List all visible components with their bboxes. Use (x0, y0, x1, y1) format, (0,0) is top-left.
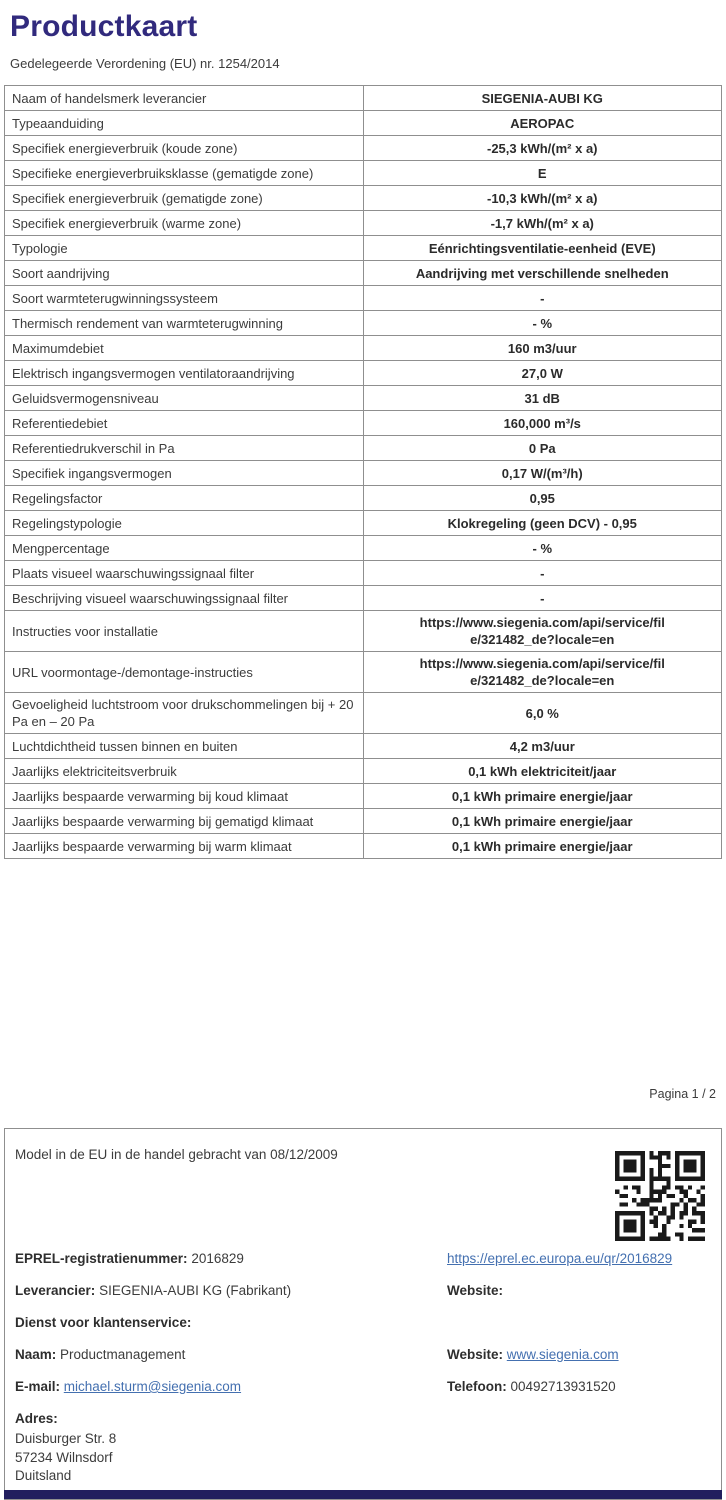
qr-code-icon (615, 1151, 705, 1241)
page-title: Productkaart (10, 10, 198, 43)
product-table-body (5, 86, 722, 859)
table-row (5, 611, 722, 652)
row-value: 0,1 kWh primaire energie/jaar (363, 784, 722, 809)
table-row (5, 652, 722, 693)
row-label: Specifieke energieverbruiksklasse (gematigde zone) (5, 161, 364, 186)
market-date-text: Model in de EU in de handel gebracht van 08/12/2009 (15, 1147, 338, 1162)
telefoon-value: 00492713931520 (510, 1379, 616, 1394)
table-row (5, 111, 722, 136)
table-row (5, 461, 722, 486)
naam-label: Naam: (15, 1347, 57, 1362)
service-row (15, 1313, 711, 1332)
email-row (15, 1377, 711, 1396)
adres-block (15, 1430, 711, 1486)
row-label: Specifiek ingangsvermogen (5, 461, 364, 486)
footer-top (15, 1141, 711, 1249)
row-label: Plaats visueel waarschuwingssignaal filter (5, 561, 364, 586)
row-label: Soort warmteterugwinningssysteem (5, 286, 364, 311)
doc-header (4, 8, 722, 85)
row-label: Instructies voor installatie (5, 611, 364, 652)
table-row (5, 386, 722, 411)
table-row (5, 536, 722, 561)
table-row (5, 261, 722, 286)
table-row (5, 336, 722, 361)
row-label: Jaarlijks bespaarde verwarming bij gematigd klimaat (5, 809, 364, 834)
row-label: Jaarlijks bespaarde verwarming bij koud klimaat (5, 784, 364, 809)
row-label: Soort aandrijving (5, 261, 364, 286)
row-label: Jaarlijks bespaarde verwarming bij warm klimaat (5, 834, 364, 859)
row-value: 31 dB (363, 386, 722, 411)
table-row (5, 511, 722, 536)
table-row (5, 86, 722, 111)
row-label: Elektrisch ingangsvermogen ventilatoraandrijving (5, 361, 364, 386)
naam-value: Productmanagement (60, 1347, 186, 1362)
row-label: Regelingstypologie (5, 511, 364, 536)
eprel-label: EPREL-registratienummer: (15, 1251, 188, 1266)
table-row (5, 161, 722, 186)
table-row (5, 436, 722, 461)
row-value: Aandrijving met verschillende snelheden (363, 261, 722, 286)
row-value: 0,1 kWh primaire energie/jaar (363, 834, 722, 859)
adres-label-row (15, 1409, 711, 1428)
row-value: 160 m3/uur (363, 336, 722, 361)
table-row (5, 311, 722, 336)
row-label: Referentiedrukverschil in Pa (5, 436, 364, 461)
table-row (5, 486, 722, 511)
table-row (5, 361, 722, 386)
row-value: https://www.siegenia.com/api/service/file/321482_de?locale=en (363, 652, 722, 693)
table-row (5, 411, 722, 436)
table-row (5, 734, 722, 759)
naam-row (15, 1345, 711, 1364)
row-label: Specifiek energieverbruik (gematigde zone) (5, 186, 364, 211)
leverancier-value: SIEGENIA-AUBI KG (Fabrikant) (99, 1283, 292, 1298)
page-subtitle: Gedelegeerde Verordening (EU) nr. 1254/2014 (10, 56, 280, 71)
row-label: Mengpercentage (5, 536, 364, 561)
row-value: 0,95 (363, 486, 722, 511)
row-value: - (363, 586, 722, 611)
website2-label: Website: (447, 1347, 504, 1362)
row-label: Regelingsfactor (5, 486, 364, 511)
table-row (5, 586, 722, 611)
row-value: Eénrichtingsventilatie-eenheid (EVE) (363, 236, 722, 261)
row-value: 6,0 % (363, 693, 722, 734)
table-row (5, 286, 722, 311)
row-value: -10,3 kWh/(m² x a) (363, 186, 722, 211)
adres-line-2: 57234 Wilnsdorf (15, 1449, 113, 1465)
email-link[interactable]: michael.sturm@siegenia.com (63, 1379, 242, 1394)
adres-label: Adres: (15, 1411, 58, 1426)
row-value: 0,1 kWh elektriciteit/jaar (363, 759, 722, 784)
eprel-value: 2016829 (191, 1251, 244, 1266)
service-label: Dienst voor klantenservice: (15, 1315, 192, 1330)
row-label: Naam of handelsmerk leverancier (5, 86, 364, 111)
row-value: https://www.siegenia.com/api/service/file/321482_de?locale=en (363, 611, 722, 652)
row-value: - (363, 561, 722, 586)
row-value: SIEGENIA-AUBI KG (363, 86, 722, 111)
row-value: 160,000 m³/s (363, 411, 722, 436)
row-label: Typeaanduiding (5, 111, 364, 136)
bottom-accent-bar (4, 1490, 722, 1499)
table-row (5, 759, 722, 784)
row-label: Specifiek energieverbruik (warme zone) (5, 211, 364, 236)
row-label: Referentiedebiet (5, 411, 364, 436)
row-value: 4,2 m3/uur (363, 734, 722, 759)
row-value: 0,1 kWh primaire energie/jaar (363, 809, 722, 834)
eprel-link[interactable]: https://eprel.ec.europa.eu/qr/2016829 (447, 1251, 673, 1266)
table-row (5, 211, 722, 236)
row-value: - % (363, 311, 722, 336)
row-label: Maximumdebiet (5, 336, 364, 361)
adres-line-1: Duisburger Str. 8 (15, 1431, 117, 1446)
website2-link[interactable]: www.siegenia.com (506, 1347, 619, 1362)
page-indicator: Pagina 1 / 2 (649, 1087, 716, 1101)
row-label: Typologie (5, 236, 364, 261)
row-value: 27,0 W (363, 361, 722, 386)
eprel-row (15, 1249, 711, 1268)
row-label: Specifiek energieverbruik (koude zone) (5, 136, 364, 161)
table-row (5, 136, 722, 161)
table-row (5, 561, 722, 586)
row-label: Jaarlijks elektriciteitsverbruik (5, 759, 364, 784)
table-row (5, 834, 722, 859)
product-table (4, 85, 722, 859)
row-value: -1,7 kWh/(m² x a) (363, 211, 722, 236)
adres-line-3: Duitsland (15, 1468, 72, 1483)
row-label: Luchtdichtheid tussen binnen en buiten (5, 734, 364, 759)
row-value: AEROPAC (363, 111, 722, 136)
website-label: Website: (447, 1283, 504, 1298)
row-value: 0,17 W/(m³/h) (363, 461, 722, 486)
leverancier-row (15, 1281, 711, 1300)
row-value: - (363, 286, 722, 311)
telefoon-label: Telefoon: (447, 1379, 507, 1394)
row-label: Gevoeligheid luchtstroom voor drukschommelingen bij + 20 Pa en – 20 Pa (5, 693, 364, 734)
email-label: E-mail: (15, 1379, 61, 1394)
row-value: - % (363, 536, 722, 561)
leverancier-label: Leverancier: (15, 1283, 96, 1298)
table-row (5, 809, 722, 834)
row-label: Beschrijving visueel waarschuwingssignaal filter (5, 586, 364, 611)
table-row (5, 693, 722, 734)
table-row (5, 186, 722, 211)
row-label: URL voormontage-/demontage-instructies (5, 652, 364, 693)
table-row (5, 236, 722, 261)
table-row (5, 784, 722, 809)
row-value: E (363, 161, 722, 186)
row-label: Geluidsvermogensniveau (5, 386, 364, 411)
footer-box (4, 1128, 722, 1500)
row-label: Thermisch rendement van warmteterugwinning (5, 311, 364, 336)
row-value: -25,3 kWh/(m² x a) (363, 136, 722, 161)
row-value: Klokregeling (geen DCV) - 0,95 (363, 511, 722, 536)
row-value: 0 Pa (363, 436, 722, 461)
